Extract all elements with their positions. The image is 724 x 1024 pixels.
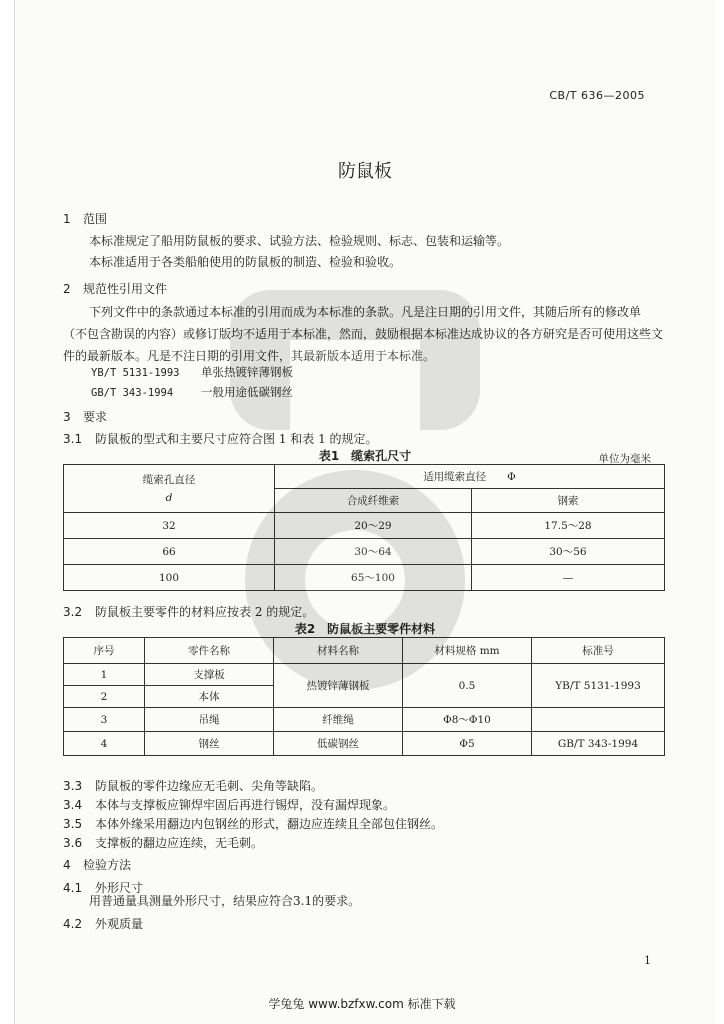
clause-number: 4.1 [63,881,83,895]
table-row [64,513,665,539]
header-applicable-cable: 适用缆索直径 Φ [275,465,665,489]
header-steel-cable: 钢索 [472,489,665,513]
table-1-cable-hole-sizes [63,464,665,591]
standard-code: CB/T 636—2005 [549,89,645,102]
table-1-unit: 单位为毫米 [598,453,651,465]
clause-4-1-text: 用普通量具测量外形尺寸，结果应符合3.1的要求。 [89,894,361,908]
clause-text: 支撑板的翻边应连续，无毛刺。 [95,836,264,850]
reference-code: YB/T 5131-1993 [91,367,180,379]
clause-number: 3.6 [63,836,83,850]
clause-3-6 [63,834,263,851]
clause-3-2 [63,603,314,620]
clause-3-5 [63,815,443,832]
clause-number: 3.3 [63,779,83,793]
cell-spec: Φ5 [403,732,532,756]
cell-part: 吊绳 [145,708,274,732]
table-1-caption: 表1 缆索孔尺寸 [318,449,412,463]
clause-text: 防鼠板的型式和主要尺寸应符合图 1 和表 1 的规定。 [95,432,378,446]
section-4-title: 检验方法 [83,858,132,872]
reference-item [91,364,293,380]
header-hole-label: 缆索孔直径 [142,473,196,486]
table-row [64,565,665,591]
section-2-title: 规范性引用文件 [83,282,168,296]
table-2-part-materials [63,637,665,756]
cell-material: 低碳钢丝 [274,732,403,756]
reference-name: 一般用途低碳钢丝 [201,385,293,399]
clause-number: 3.4 [63,798,83,812]
cell-part: 支撑板 [145,664,274,686]
cell-hole-diameter: 32 [64,513,275,539]
clause-number: 3.1 [63,432,83,446]
section-1-title: 范围 [83,212,108,226]
section-4-heading [63,856,131,873]
clause-number: 4.2 [63,917,83,931]
section-4-number: 4 [63,858,71,872]
cell-part: 钢丝 [145,732,274,756]
clause-title: 外形尺寸 [95,881,144,895]
cell-spec: Φ8～Φ10 [403,708,532,732]
reference-item [91,384,293,400]
section-1-paragraph-2: 本标准适用于各类船舶使用的防鼠板的制造、检验和验收。 [89,255,402,269]
clause-number: 3.5 [63,817,83,831]
table-2-caption: 表2 防鼠板主要零件材料 [294,622,436,636]
clause-4-2 [63,915,143,932]
cell-fiber: 20～29 [275,513,472,539]
reference-code: GB/T 343-1994 [91,387,174,399]
cell-steel: — [472,565,665,591]
section-3-title: 要求 [83,410,108,424]
cell-spec-merged: 0.5 [403,664,532,708]
section-1-paragraph-1: 本标准规定了船用防鼠板的要求、试验方法、检验规则、标志、包装和运输等。 [89,234,510,248]
table-row [64,732,665,756]
header-hole-diameter [64,465,275,513]
section-2-number: 2 [63,282,71,296]
cell-no: 2 [64,686,145,708]
section-2-paragraph: 下列文件中的条款通过本标准的引用而成为本标准的条款。凡是注日期的引用文件，其随后所有的修改单（不包含勘误的内容）或修订版均不适用于本标准，然而，鼓励根据本标准达成协议的各方研究是否可使用这些文件的最新版本。凡是不注日期的引用文件，其最新版本适用于本标准。 [63,305,664,363]
cell-standard-merged: YB/T 5131-1993 [532,664,665,708]
clause-text: 防鼠板主要零件的材料应按表 2 的规定。 [95,605,315,619]
clause-text: 本体与支撑板应铆焊牢固后再进行锡焊，没有漏焊现象。 [95,798,396,812]
table-row [64,708,665,732]
clause-text: 本体外缘采用翻边内包钢丝的形式，翻边应连续且全部包住钢丝。 [95,817,444,831]
section-1-heading [63,210,107,227]
header-no: 序号 [64,638,145,664]
cell-standard: GB/T 343-1994 [532,732,665,756]
document-page [14,0,715,1024]
header-material: 材料名称 [274,638,403,664]
header-synthetic-fiber: 合成纤维索 [275,489,472,513]
cell-fiber: 65～100 [275,565,472,591]
clause-3-1 [63,430,378,447]
section-3-number: 3 [63,410,71,424]
table-row [64,664,665,686]
section-3-heading [63,408,107,425]
section-2-heading [63,280,167,297]
clause-text: 防鼠板的零件边缘应无毛刺、尖角等缺陷。 [95,779,324,793]
cell-no: 4 [64,732,145,756]
header-part: 零件名称 [145,638,274,664]
cell-material: 纤维绳 [274,708,403,732]
page-number: 1 [644,954,651,967]
section-1-number: 1 [63,212,71,226]
cell-no: 3 [64,708,145,732]
reference-name: 单张热镀锌薄钢板 [201,365,293,379]
cell-standard [532,708,665,732]
cell-steel: 30～56 [472,539,665,565]
clause-3-4 [63,796,395,813]
cell-hole-diameter: 66 [64,539,275,565]
footer-site-text: 学兔兔 www.bzfxw.com 标准下载 [268,997,456,1011]
cell-material-merged: 热镀锌薄钢板 [274,664,403,708]
clause-title: 外观质量 [95,917,144,931]
cell-hole-diameter: 100 [64,565,275,591]
cell-no: 1 [64,664,145,686]
cell-part: 本体 [145,686,274,708]
table-row [64,539,665,565]
cell-steel: 17.5～28 [472,513,665,539]
header-hole-symbol: d [165,491,173,504]
cell-fiber: 30～64 [275,539,472,565]
clause-number: 3.2 [63,605,83,619]
header-standard: 标准号 [532,638,665,664]
header-spec: 材料规格 mm [403,638,532,664]
clause-3-3 [63,777,323,794]
document-title: 防鼠板 [338,161,392,182]
